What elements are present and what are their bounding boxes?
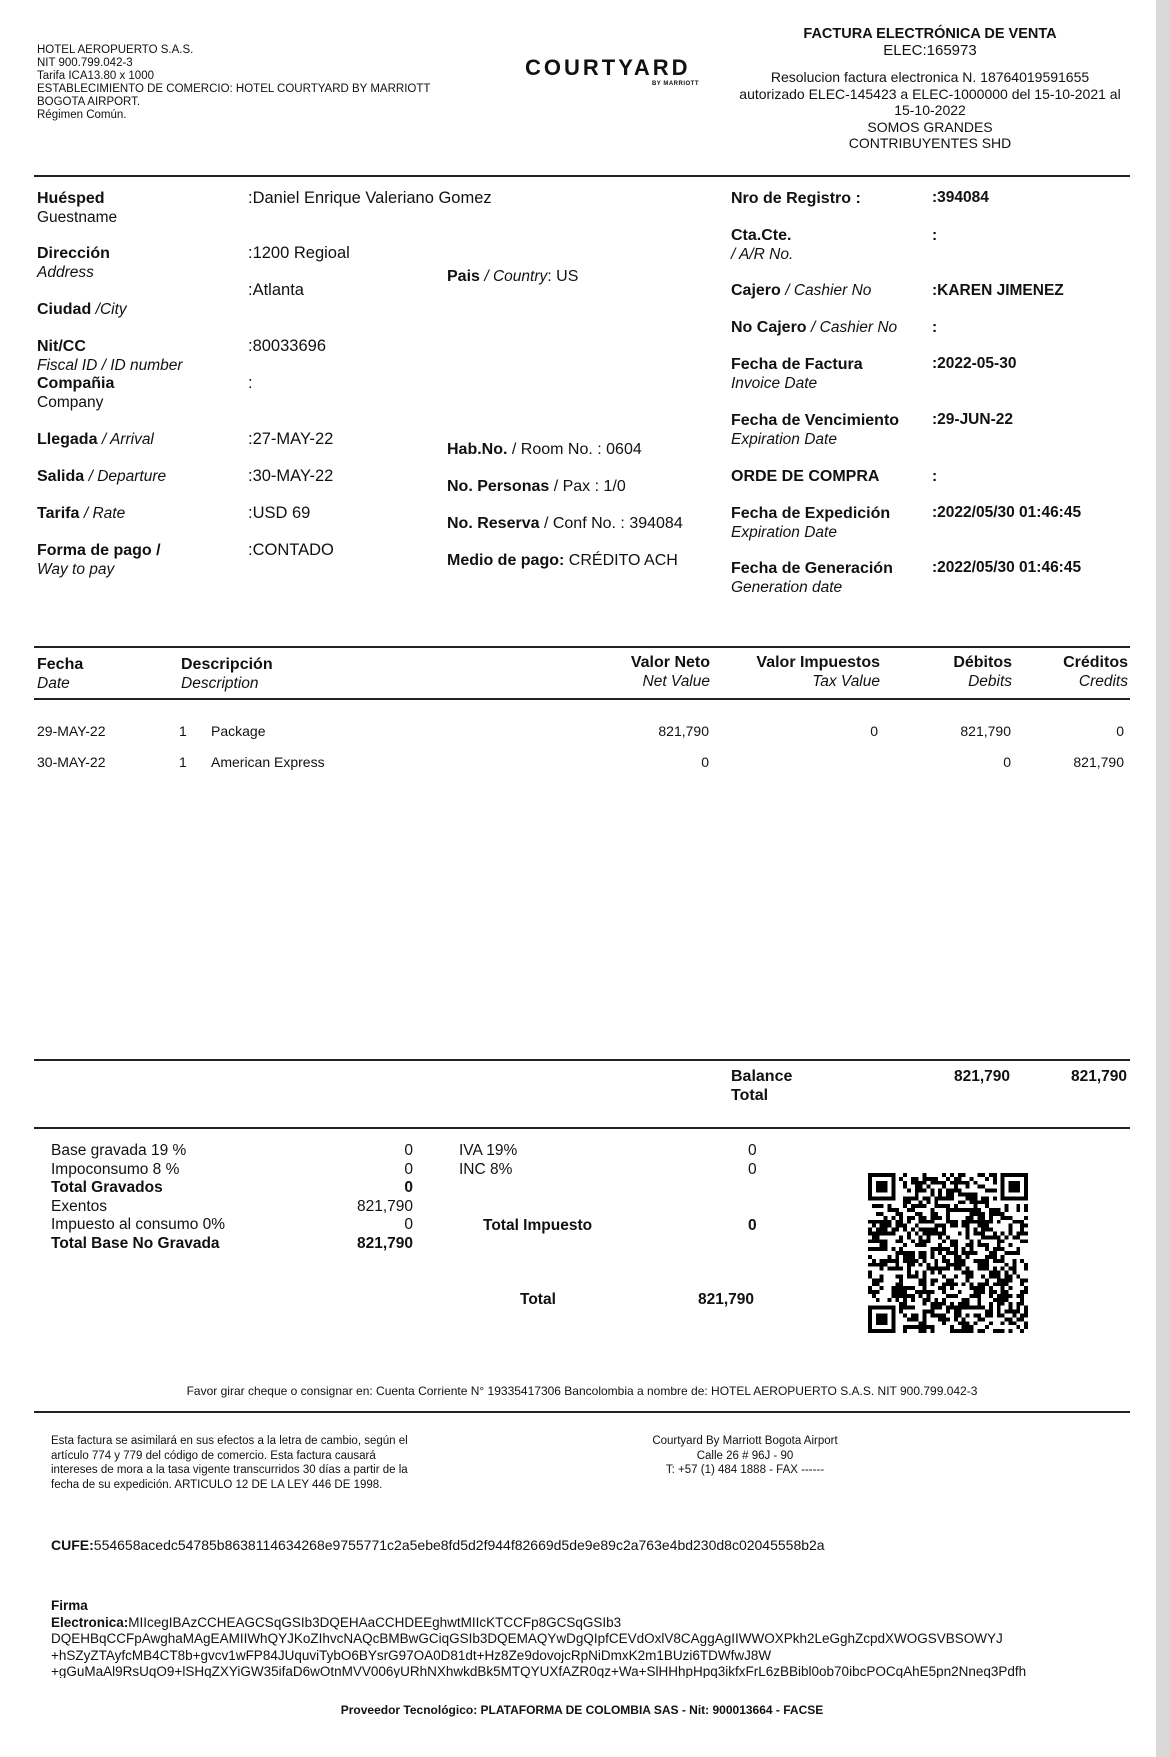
resolution-line: autorizado ELEC-145423 a ELEC-1000000 del 15-10-2021 al [739,85,1121,102]
rate-label: Tarifa / Rate [37,505,126,522]
company-value: : [248,374,253,392]
company-label: Compañia Company [37,375,115,411]
hotel-line: Régimen Común. [37,109,127,121]
iva-inc-values [748,1142,757,1179]
qr-code [868,1173,1028,1333]
due-date-value: :29-JUN-22 [932,411,1013,428]
divider [34,1411,1130,1413]
col-header-date: Fecha Date [37,656,84,692]
iva-value: 0 [748,1142,757,1159]
address-value: :1200 Regioal [248,244,350,262]
cashier-label: Cajero / Cashier No [731,282,872,299]
total-base-label: Total Base No Gravada [51,1234,220,1252]
country-label: Pais / Country: US [447,268,579,285]
city-label: Ciudad /City [37,301,127,318]
page-edge [1156,0,1170,1757]
base-gravada-value: 0 [404,1142,413,1159]
payment-note: Favor girar cheque o consignar en: Cuenta Corriente N° 19335417306 Bancolombia a nombre de: HOTEL AEROPUERTO S.A.S. NIT 900.799.042-3 [186,1384,978,1398]
address-label: Dirección Address [37,245,110,281]
arrival-label: Llegada / Arrival [37,431,154,448]
payment-value: :CONTADO [248,541,334,559]
impuesto-consumo-value: 0 [404,1216,413,1233]
city-value: :Atlanta [248,281,304,299]
invoice-number: ELEC:165973 [883,41,977,59]
col-header-debits: Débitos Debits [953,654,1012,690]
impoconsumo-value: 0 [404,1160,413,1178]
generation-date-value: :2022/05/30 01:46:45 [932,559,1082,576]
hotel-line: NIT 900.799.042-3 [37,57,133,69]
guest-label: Huésped Guestname [37,190,118,226]
guest-value: :Daniel Enrique Valeriano Gomez [248,189,492,207]
hotel-contact: Courtyard By Marriott Bogota Airport Calle 26 # 96J - 90 T: +57 (1) 484 1888 - FAX ------ [652,1435,838,1476]
legal-text: Esta factura se asimilará en sus efectos a la letra de cambio, según el artículo 774 y 779 del código de comercio. Esta factura causará intereses de mora a la tasa vigente transcurridos 30 días a partir de la fecha de su expedición. ARTICULO 12 DE LA LEY 446 DE 1998. [51,1435,408,1491]
divider [34,698,1130,700]
total-value: 821,790 [698,1291,755,1308]
payment-label: Forma de pago / Way to pay [37,542,161,578]
row-qty: 1 [179,723,187,739]
row-tax: 0 [870,723,878,739]
balance-label: Balance Total [731,1068,793,1104]
issue-date-label: Fecha de Expedición Expiration Date [731,505,891,541]
electronic-signature: Firma Electronica:MIIcegIBAzCCHEAGCSqGSIb3DQEHAaCCHDEEghwtMIIcKTCCFp8GCSqGSIb3 DQEHBqCCFpAwghaMAgEAMIIWhQYJKoZIhvcNAQcBMBwGCiqGSIb3DQEMAQYwDgQIpfCEVdOxlV8CAggAgIIWWOXPkh2LeGghZcpdXWOGSVBSOWYJ +hSZyZTAyfcMB4CT8b+gvcv1wFP84JUquviTybO6BYsrG97OA0D81dt+Hz8Ze9dovojcRpNiDmxK2m1BUzi6TDWfwJ8W +gGuMaAl9RsUqO9+lSHqZXYiGW35ifaD6wOtnMVV006yURhNXhwkdBk5MTQYUXfAZR0qz+Wa+SlHHhpHpq3ikfxFrL6zBBibl0ob70ibcPOCqAhE5pn2Nneq3Pdfh [51,1598,1027,1678]
row-qty: 1 [179,754,187,770]
row-description: Package [211,723,266,739]
row-debit: 821,790 [960,723,1011,739]
departure-label: Salida / Departure [37,468,167,485]
row-credit: 821,790 [1073,754,1124,770]
due-date-label: Fecha de Vencimiento Expiration Date [731,412,900,448]
col-header-description: Descripción Description [181,656,273,692]
impuesto-consumo-label: Impuesto al consumo 0% [51,1216,226,1233]
total-label: Total [520,1291,556,1308]
cashier-no-value: : [932,319,938,336]
divider [34,1059,1130,1061]
reservation-info: No. Reserva / Conf No. : 394084 [447,515,683,532]
row-net: 0 [701,754,709,770]
hotel-line: ESTABLECIMIENTO DE COMERCIO: HOTEL COURTYARD BY MARRIOTT [37,83,431,95]
invoice-date-value: :2022-05-30 [932,355,1017,372]
divider [34,1127,1130,1129]
total-gravados-value: 0 [404,1179,413,1196]
departure-value: :30-MAY-22 [248,467,334,485]
row-date: 29-MAY-22 [37,723,106,739]
courtyard-logo [525,56,705,88]
invoice-title-block [700,26,1160,152]
hotel-line: BOGOTA AIRPORT. [37,96,141,108]
cufe: CUFE:554658acedc54785b8638114634268e9755771c2a5ebe8fd5d2f944f82669d5de9e89c2a763e4bd230d8c02045558b2a [51,1537,825,1553]
nit-value: :80033696 [248,337,326,355]
rate-value: :USD 69 [248,504,311,522]
purchase-order-label: ORDE DE COMPRA [731,468,880,485]
logo-word: COURTYARD [525,55,691,80]
tax-summary-labels [51,1142,225,1253]
issue-date-value: :2022/05/30 01:46:45 [932,504,1082,521]
purchase-order-value: : [932,468,938,485]
row-credit: 0 [1116,723,1124,739]
generation-date-label: Fecha de Generación Generation date [731,560,893,596]
balance-credit: 821,790 [1070,1068,1127,1085]
hotel-line: Tarifa ICA13.80 x 1000 [37,70,154,82]
row-description: American Express [211,754,325,770]
nit-label: Nit/CC Fiscal ID / ID number [37,338,183,374]
hotel-line: HOTEL AEROPUERTO S.A.S. [37,44,194,56]
room-info: Hab.No. / Room No. : 0604 [447,441,642,458]
account-value: : [932,227,938,244]
hotel-info [37,44,430,122]
inc-value: 0 [748,1160,757,1178]
resolution-line: SOMOS GRANDES [867,118,993,135]
divider [34,646,1130,648]
pax-info: No. Personas / Pax : 1/0 [447,478,626,495]
col-header-tax-value: Valor Impuestos Tax Value [756,654,880,690]
tax-summary-values [300,1142,413,1253]
row-debit: 0 [1003,754,1011,770]
iva-label: IVA 19% [459,1142,518,1159]
registry-label: Nro de Registro : [731,190,861,207]
total-impuesto-value: 0 [748,1217,757,1234]
table-row [37,723,105,740]
divider [34,175,1130,177]
inc-label: INC 8% [459,1160,513,1178]
row-date: 30-MAY-22 [37,754,106,770]
total-impuesto-label: Total Impuesto [483,1217,593,1234]
total-gravados-label: Total Gravados [51,1179,163,1196]
iva-inc-labels [459,1142,517,1179]
exentos-label: Exentos [51,1197,108,1215]
impoconsumo-label: Impoconsumo 8 % [51,1160,180,1178]
logo-sub: BY MARRIOTT [651,81,699,87]
col-header-credits: Créditos Credits [1063,654,1128,690]
registry-value: :394084 [932,189,989,206]
account-label: Cta.Cte. / A/R No. [731,227,794,263]
invoice-title: FACTURA ELECTRÓNICA DE VENTA [803,26,1057,42]
resolution-line: CONTRIBUYENTES SHD [848,135,1012,151]
total-base-value: 821,790 [356,1234,413,1252]
base-gravada-label: Base gravada 19 % [51,1142,187,1159]
resolution-line: Resolucion factura electronica N. 18764019591655 [770,69,1090,85]
invoice-date-label: Fecha de Factura Invoice Date [731,356,863,392]
cashier-value: :KAREN JIMENEZ [932,282,1064,299]
exentos-value: 821,790 [356,1197,413,1215]
arrival-value: :27-MAY-22 [248,430,334,448]
col-header-net-value: Valor Neto Net Value [630,654,710,690]
cashier-no-label: No Cajero / Cashier No [731,319,898,336]
balance-debit: 821,790 [953,1068,1010,1085]
payment-method-info: Medio de pago: CRÉDITO ACH [447,552,678,569]
table-row [37,754,105,771]
provider: Proveedor Tecnológico: PLATAFORMA DE COLOMBIA SAS - Nit: 900013664 - FACSE [340,1703,824,1717]
row-net: 821,790 [658,723,709,739]
resolution-line: 15-10-2022 [894,102,966,118]
